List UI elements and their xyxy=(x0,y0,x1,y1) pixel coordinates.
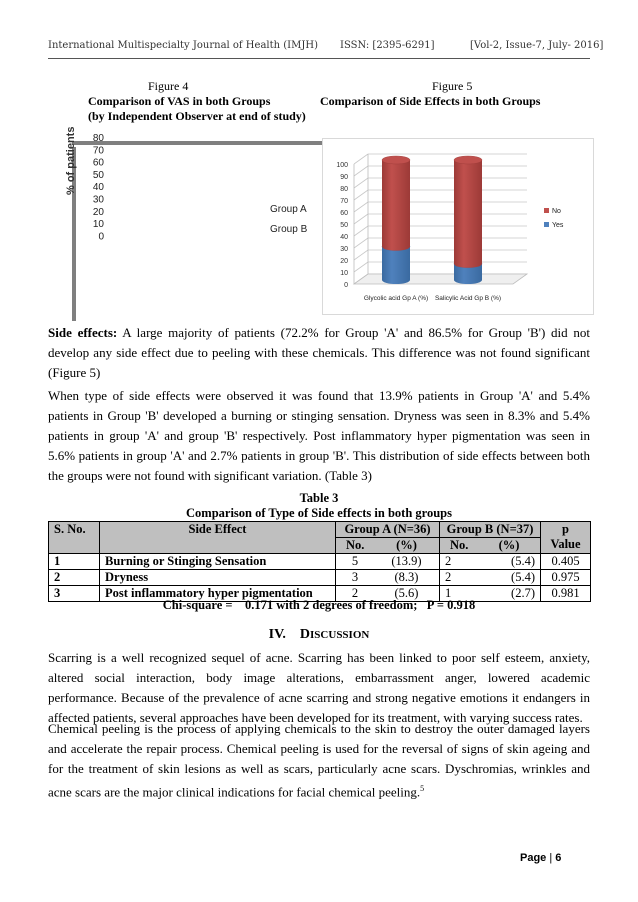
figure5-category-label: Glycolic acid Gp A (%) xyxy=(363,295,429,302)
cell-a-pct: (5.6) xyxy=(374,586,440,602)
figure4-tick-label: 20 xyxy=(92,206,104,218)
table3-header-row xyxy=(49,522,591,538)
cell-b-pct: (2.7) xyxy=(478,586,541,602)
figure5-legend-swatch xyxy=(544,222,549,227)
figure4-tick-label: 10 xyxy=(92,219,104,231)
cell-p: 0.981 xyxy=(541,586,591,602)
th-group-b: Group B (N=37) xyxy=(440,522,541,538)
cell-b-pct: (5.4) xyxy=(478,570,541,586)
figure5-legend-label: Yes xyxy=(552,222,564,229)
figure5-svg xyxy=(322,138,594,315)
cell-sno: 3 xyxy=(49,586,100,602)
cell-a-no: 5 xyxy=(336,554,375,570)
figure5-tick-label: 50 xyxy=(340,222,348,229)
side-effects-text: A large majority of patients (72.2% for Group 'A' and 86.5% for Group 'B') did not develop any side effect due to peeling with these chemicals. This difference was not found significant (Figure 5) xyxy=(48,325,590,380)
cell-effect: Dryness xyxy=(100,570,336,586)
table3-number: Table 3 xyxy=(299,491,339,505)
figure5-tick-label: 60 xyxy=(340,210,348,217)
discussion-paragraph-2-text: Chemical peeling is the process of applying chemicals to the skin to destroy the outer damaged layers and accelerate the repair process. Chemical peeling is used for the reversal of signs of skin ageing and for the treatment of skin lesions as well as scars, particularly acne scars. Dyschromias, wrinkles and acne scars are the major clinical indications for facial chemical peeling. xyxy=(48,721,590,800)
figure4-tick-label: 60 xyxy=(92,157,104,169)
figure5-bar-no-1 xyxy=(454,160,482,268)
side-effects-lead: Side effects: xyxy=(48,325,118,340)
page-footer xyxy=(520,852,561,864)
cell-sno: 1 xyxy=(49,554,100,570)
figure4-tick-label: 0 xyxy=(98,231,104,243)
figure5-number: Figure 5 xyxy=(432,79,473,93)
figure5-tick-label: 10 xyxy=(340,270,348,277)
cell-effect: Post inflammatory hyper pigmentation xyxy=(100,586,336,602)
cell-p: 0.405 xyxy=(541,554,591,570)
discussion-paragraph-1: Scarring is a well recognized sequel of acne. Scarring has been linked to poor self esteem, anxiety, altered social interaction, body image alterations, embarrassment anger, lowered academic performance. Because of the prevalence of acne scarring and strong negative emotions it endangers in affected patients, several approaches have been developed for its treatment, with varying success rates. xyxy=(48,650,590,725)
table3 xyxy=(48,521,591,602)
cell-effect: Burning or Stinging Sensation xyxy=(100,554,336,570)
figure4-legend-group-a: Group A xyxy=(270,204,307,215)
figure5-legend-swatch xyxy=(544,208,549,213)
table3-title: Comparison of Type of Side effects in both groups xyxy=(186,506,452,520)
side-effect-types-paragraph: When type of side effects were observed it was found that 13.9% patients in Group 'A' and 5.4% patients in Group 'B' developed a burning or stinging sensation. Dryness was seen in 8.3% and 5.4% patients in group 'A' and group 'B' respectively. Post inflammatory hyper pigmentation was seen in 5.6% patients in group 'A' and 2.7% patients in group 'B'. This distribution of side effects between both the groups were not found with significant variation. (Table 3) xyxy=(48,388,590,483)
th-side-effect: Side Effect xyxy=(100,522,336,554)
figure5-chart xyxy=(322,138,594,315)
side-effects-paragraph xyxy=(48,323,590,383)
figure5-tick-label: 80 xyxy=(340,186,348,193)
issn: ISSN: [2395-6291] xyxy=(340,40,435,51)
figure5-tick-label: 90 xyxy=(340,174,348,181)
citation-superscript: 5 xyxy=(420,784,425,793)
figure5-tick-label: 20 xyxy=(340,258,348,265)
figure4-tick-label: 70 xyxy=(92,145,104,157)
discussion-heading xyxy=(48,627,590,643)
figure5-title: Comparison of Side Effects in both Groups xyxy=(320,94,541,108)
figure5-tick-label: 100 xyxy=(336,162,348,169)
section-numeral: IV. xyxy=(268,627,286,642)
figure4-ylabel: % of patients xyxy=(65,126,77,195)
th-b-pct: (%) xyxy=(478,538,541,554)
cell-b-pct: (5.4) xyxy=(478,554,541,570)
discussion-paragraph-2 xyxy=(48,719,590,802)
cell-b-no: 2 xyxy=(440,554,479,570)
th-sno: S. No. xyxy=(49,522,100,554)
th-a-pct: (%) xyxy=(374,538,440,554)
cell-b-no: 1 xyxy=(440,586,479,602)
figure4-tick-label: 40 xyxy=(92,182,104,194)
th-p-value: p Value xyxy=(541,522,591,554)
figure4-top-border xyxy=(72,141,322,145)
heading-initial: D xyxy=(299,627,311,642)
figure5-category-label: Salicylic Acid Gp B (%) xyxy=(434,295,502,302)
figure5-legend-label: No xyxy=(552,208,561,215)
cell-sno: 2 xyxy=(49,570,100,586)
figure4-tick-label: 50 xyxy=(92,169,104,181)
figure4-legend-group-b: Group B xyxy=(270,224,308,235)
figure5-tick-label: 30 xyxy=(340,246,348,253)
header-rule xyxy=(48,58,590,59)
table3-footer: Chi-square = 0.171 with 2 degrees of freedom; P = 0.918 xyxy=(162,598,476,612)
figure4-svg xyxy=(60,125,322,321)
th-b-no: No. xyxy=(440,538,479,554)
cell-b-no: 2 xyxy=(440,570,479,586)
page-number: 6 xyxy=(555,852,562,864)
page-separator: | xyxy=(549,852,553,864)
cell-a-no: 3 xyxy=(336,570,375,586)
page-label: Page xyxy=(520,852,547,864)
figure5-floor xyxy=(354,274,527,284)
figure4-tick-label: 80 xyxy=(92,133,104,144)
figure5-bar-cap-no-0 xyxy=(382,156,410,164)
heading-rest: ISCUSSION xyxy=(310,629,370,641)
cell-p: 0.975 xyxy=(541,570,591,586)
table3-caption xyxy=(48,491,590,521)
figure5-bar-no-0 xyxy=(382,160,410,251)
figure5-tick-label: 70 xyxy=(340,198,348,205)
figure5-bar-yes-0 xyxy=(382,247,410,284)
figure4-tick-label: 30 xyxy=(92,194,104,206)
cell-a-pct: (8.3) xyxy=(374,570,440,586)
figure4-subtitle: (by Independent Observer at end of study) xyxy=(88,109,306,123)
table-row xyxy=(49,554,591,570)
figure5-tick-label: 0 xyxy=(344,282,348,289)
figure4-chart xyxy=(60,125,322,321)
figure4-title: Comparison of VAS in both Groups xyxy=(88,94,271,108)
figure5-bar-cap-no-1 xyxy=(454,156,482,164)
cell-a-no: 2 xyxy=(336,586,375,602)
th-group-a: Group A (N=36) xyxy=(336,522,440,538)
journal-title: International Multispecialty Journal of Health (IMJH) xyxy=(48,40,318,51)
volume-issue: [Vol-2, Issue-7, July- 2016] xyxy=(470,40,604,51)
figure4-number: Figure 4 xyxy=(148,79,189,93)
figure5-tick-label: 40 xyxy=(340,234,348,241)
table-row xyxy=(49,570,591,586)
th-a-no: No. xyxy=(336,538,375,554)
cell-a-pct: (13.9) xyxy=(374,554,440,570)
